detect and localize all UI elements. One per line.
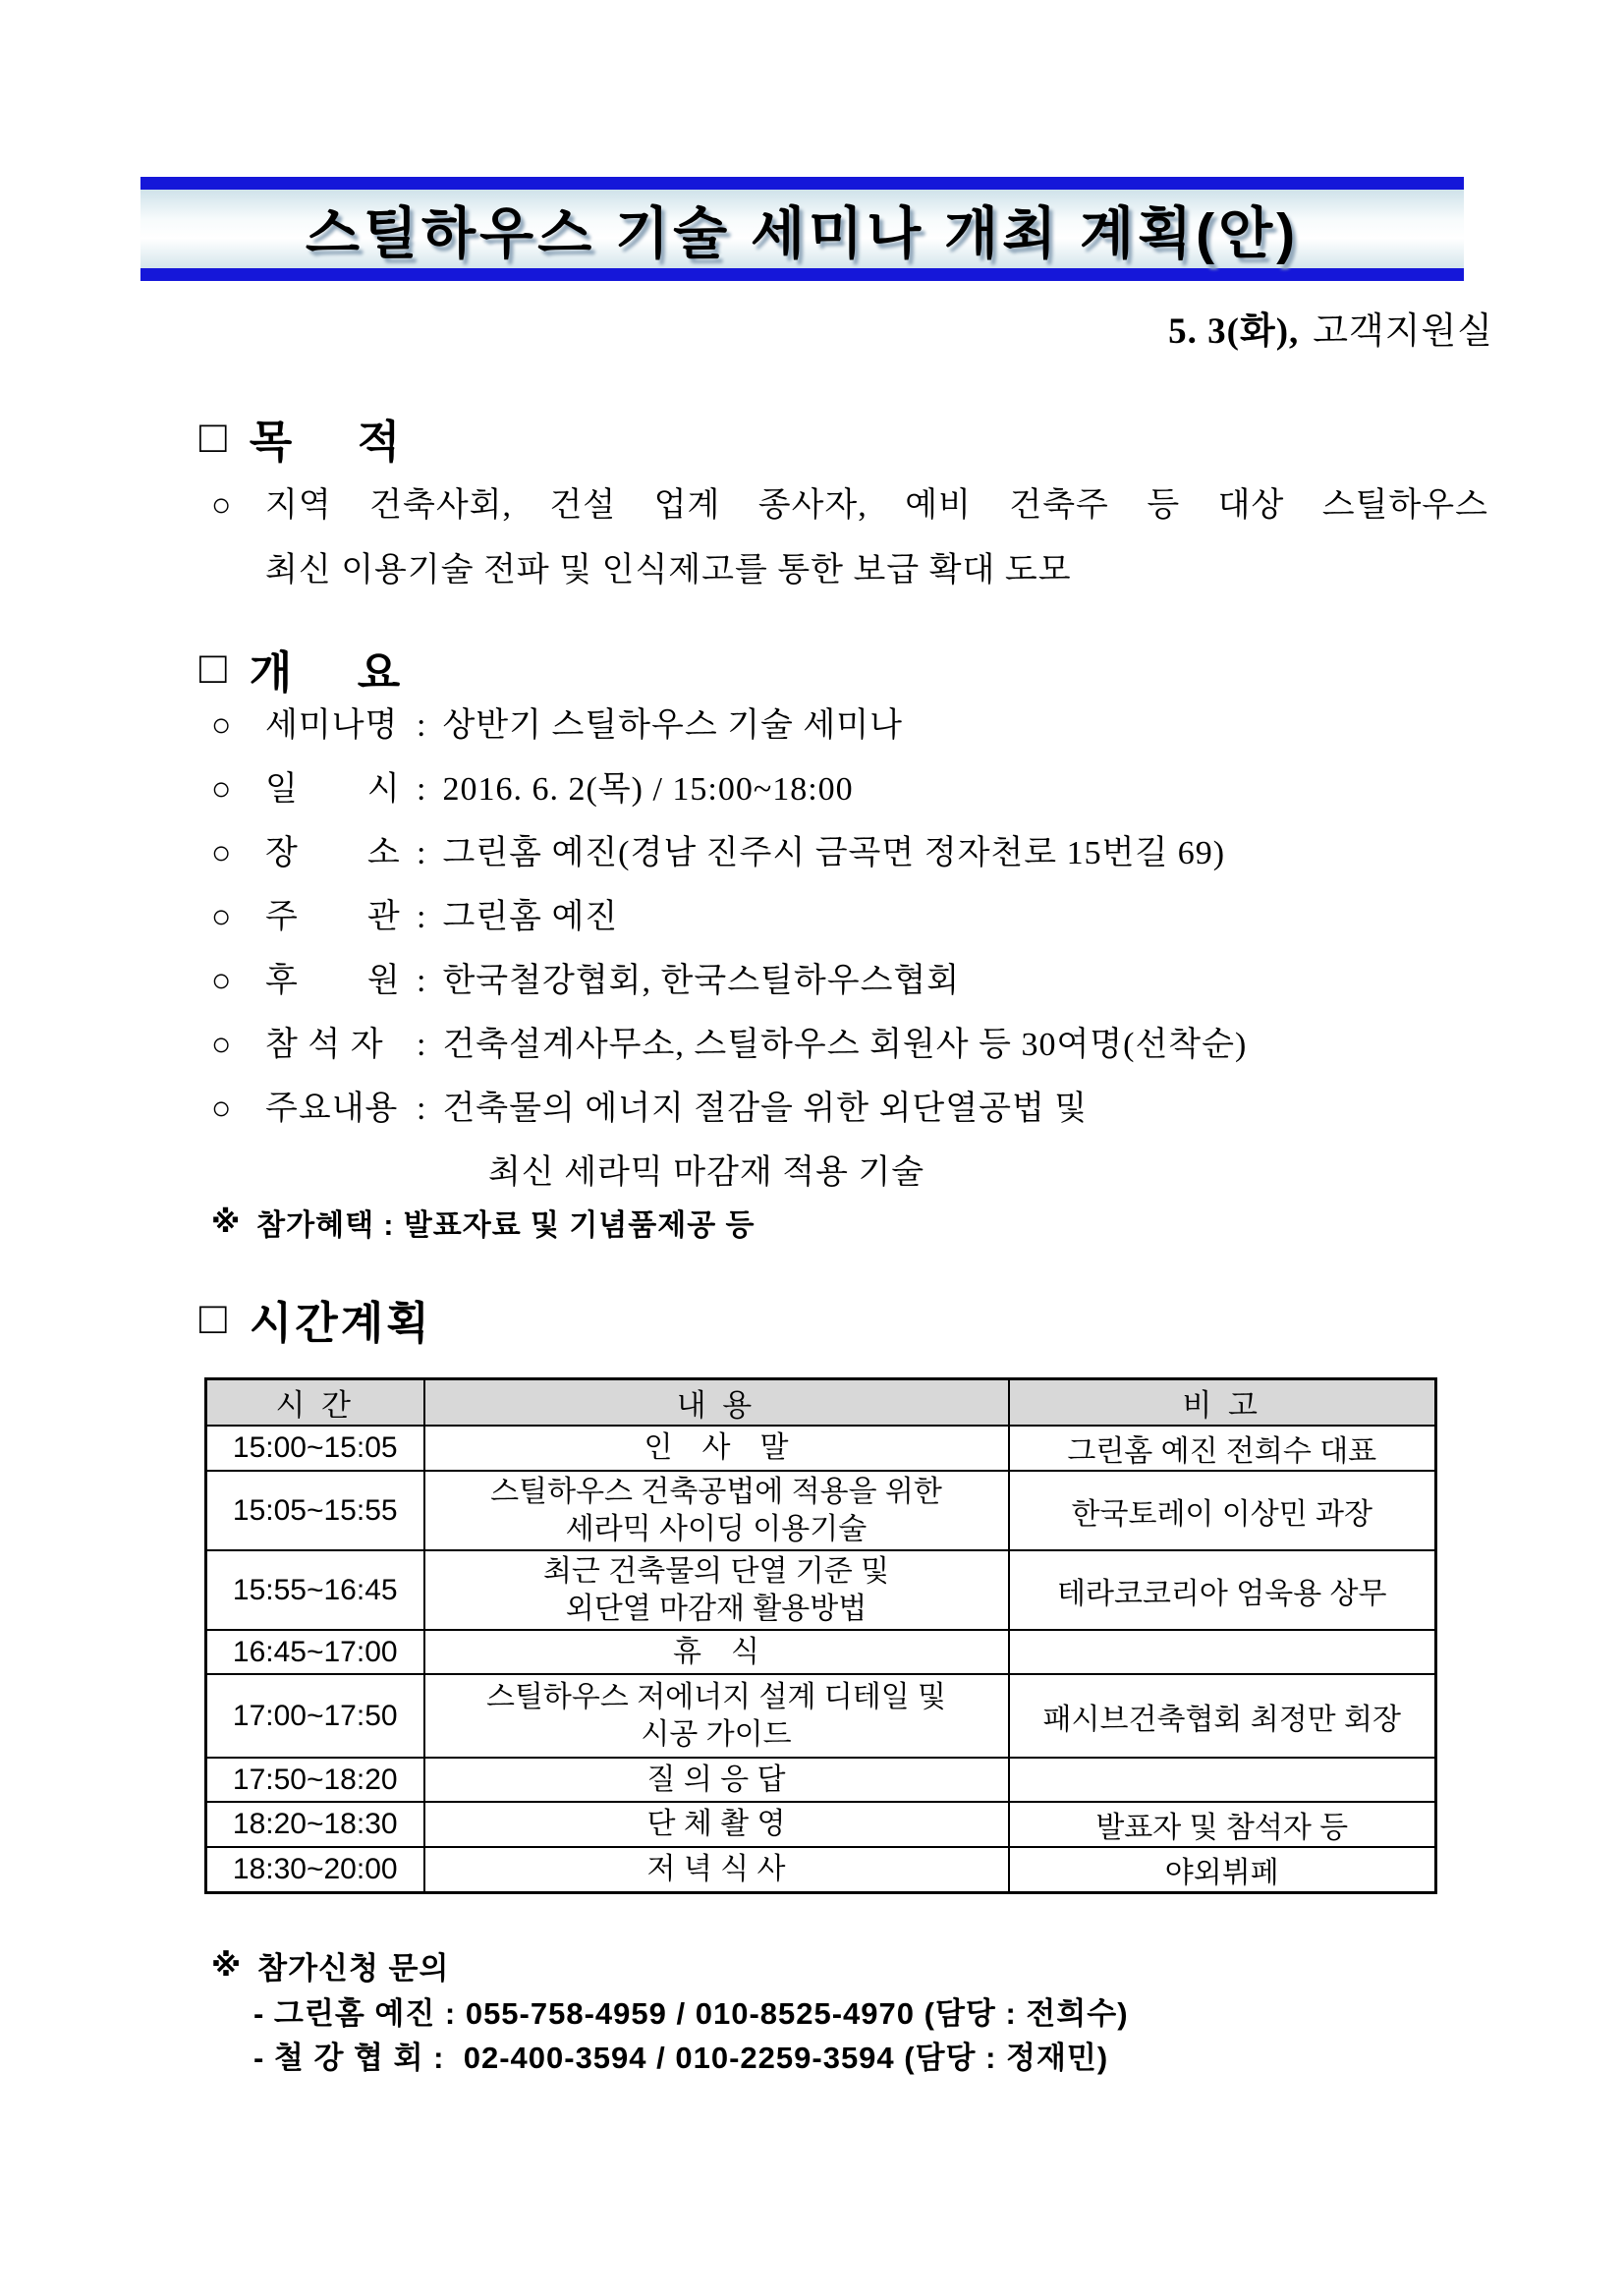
square-marker-icon: □ xyxy=(199,641,230,693)
circle-bullet-icon: ○ xyxy=(211,771,233,808)
cell-remark: 그린홈 예진 전희수 대표 xyxy=(1009,1426,1436,1471)
overview-item-label: 일 시 xyxy=(265,771,401,808)
col-header-time: 시 간 xyxy=(206,1379,424,1427)
overview-item-value: 건축물의 에너지 절감을 위한 외단열공법 및 xyxy=(442,1091,1089,1127)
overview-heading-text: 개 요 xyxy=(249,647,404,698)
overview-item-seminar-name xyxy=(211,703,1503,767)
overview-item-label: 장 소 xyxy=(265,835,401,871)
circle-bullet-icon: ○ xyxy=(211,899,233,935)
cell-remark: 한국토레이 이상민 과장 xyxy=(1009,1471,1436,1550)
cell-remark xyxy=(1009,1630,1436,1674)
purpose-heading xyxy=(199,406,403,470)
overview-item-separator: : xyxy=(417,707,427,744)
circle-bullet-icon: ○ xyxy=(211,835,233,871)
cell-time: 15:55~16:45 xyxy=(206,1550,424,1630)
cell-content: 최근 건축물의 단열 기준 및 외단열 마감재 활용방법 xyxy=(424,1550,1009,1630)
table-row xyxy=(206,1758,1436,1802)
purpose-line-1: 지역 건축사회, 건설 업계 종사자, 예비 건축주 등 대상 스틸하우스 xyxy=(265,487,1488,524)
doc-meta-line xyxy=(1168,301,1493,354)
overview-item-main-content xyxy=(211,1087,1503,1150)
overview-item-separator: : xyxy=(417,1091,427,1127)
overview-heading xyxy=(199,637,403,700)
cell-time: 15:05~15:55 xyxy=(206,1471,424,1550)
cell-time: 17:00~17:50 xyxy=(206,1674,424,1758)
overview-item-label: 후 원 xyxy=(265,963,401,999)
reference-mark-icon: ※ xyxy=(211,1947,243,1983)
table-row xyxy=(206,1426,1436,1471)
overview-item-label: 세미나명 xyxy=(265,707,399,744)
overview-item-label: 참 석 자 xyxy=(265,1027,384,1063)
cell-time: 16:45~17:00 xyxy=(206,1630,424,1674)
cell-content: 질 의 응 답 xyxy=(424,1758,1009,1802)
purpose-body xyxy=(211,474,1488,603)
cell-remark: 야외뷔페 xyxy=(1009,1847,1436,1893)
table-row xyxy=(206,1471,1436,1550)
circle-bullet-icon: ○ xyxy=(211,963,233,999)
overview-item-label: 주요내용 xyxy=(265,1091,399,1127)
table-row xyxy=(206,1674,1436,1758)
inquiry-line-greenhome: - 그린홈 예진 : 055-758-4959 / 010-8525-4970 (담당 : 전희수) xyxy=(253,1996,1129,2031)
table-row xyxy=(206,1550,1436,1630)
cell-time: 17:50~18:20 xyxy=(206,1758,424,1802)
reference-mark-icon: ※ xyxy=(211,1205,242,1239)
schedule-heading xyxy=(199,1287,432,1351)
overview-item-value: 그린홈 예진 xyxy=(442,899,619,935)
overview-item-datetime xyxy=(211,767,1503,831)
circle-bullet-icon: ○ xyxy=(211,1091,233,1127)
overview-item-value-continued: 최신 세라믹 마감재 적용 기술 xyxy=(488,1154,925,1191)
schedule-table xyxy=(204,1377,1437,1894)
cell-content: 인 사 말 xyxy=(424,1426,1009,1471)
table-row xyxy=(206,1630,1436,1674)
overview-item-separator: : xyxy=(417,963,427,999)
inquiry-heading-text: 참가신청 문의 xyxy=(257,1951,450,1986)
circle-bullet-icon: ○ xyxy=(211,487,233,524)
banner-bottom-bar xyxy=(140,268,1464,281)
overview-item-value: 한국철강협회, 한국스틸하우스협회 xyxy=(442,963,961,999)
banner-body xyxy=(140,190,1464,268)
document-title: 스틸하우스 기술 세미나 개최 계획(안) xyxy=(305,202,1300,265)
cell-time: 15:00~15:05 xyxy=(206,1426,424,1471)
purpose-line-2: 최신 이용기술 전파 및 인식제고를 통한 보급 확대 도모 xyxy=(265,552,1072,588)
overview-item-value: 건축설계사무소, 스틸하우스 회원사 등 30여명(선착순) xyxy=(442,1027,1248,1063)
cell-remark: 테라코코리아 엄욱용 상무 xyxy=(1009,1550,1436,1630)
table-row xyxy=(206,1802,1436,1847)
cell-content: 저 녁 식 사 xyxy=(424,1847,1009,1893)
inquiry-heading xyxy=(211,1943,449,1988)
doc-department: 고객지원실 xyxy=(1313,311,1493,352)
overview-list xyxy=(211,703,1503,1211)
cell-time: 18:30~20:00 xyxy=(206,1847,424,1893)
overview-item-separator: : xyxy=(417,835,427,871)
cell-content: 휴 식 xyxy=(424,1630,1009,1674)
overview-item-separator: : xyxy=(417,1027,427,1063)
benefit-note-text: 참가혜택 : 발표자료 및 기념품제공 등 xyxy=(256,1209,756,1242)
cell-time: 18:20~18:30 xyxy=(206,1802,424,1847)
inquiry-line-steel-association: - 철 강 협 회 : 02-400-3594 / 010-2259-3594 (담당 : 정재민) xyxy=(253,2041,1109,2075)
schedule-heading-text: 시간계획 xyxy=(249,1298,432,1348)
cell-content: 단 체 촬 영 xyxy=(424,1802,1009,1847)
table-header-row xyxy=(206,1379,1436,1427)
cell-content: 스틸하우스 저에너지 설계 디테일 및 시공 가이드 xyxy=(424,1674,1009,1758)
overview-item-value: 2016. 6. 2(목) / 15:00~18:00 xyxy=(442,771,854,808)
overview-item-venue xyxy=(211,831,1503,895)
purpose-line-1-row xyxy=(211,474,1488,538)
cell-remark xyxy=(1009,1758,1436,1802)
overview-item-organizer xyxy=(211,895,1503,959)
purpose-heading-text: 목 적 xyxy=(249,417,404,467)
col-header-remark: 비 고 xyxy=(1009,1379,1436,1427)
circle-bullet-icon: ○ xyxy=(211,707,233,744)
circle-bullet-icon: ○ xyxy=(211,1027,233,1063)
col-header-content: 내 용 xyxy=(424,1379,1009,1427)
title-banner xyxy=(140,177,1464,281)
doc-date: 5. 3(화), xyxy=(1168,311,1300,352)
overview-item-sponsor xyxy=(211,959,1503,1023)
cell-remark: 발표자 및 참석자 등 xyxy=(1009,1802,1436,1847)
overview-item-value: 그린홈 예진(경남 진주시 금곡면 정자천로 15번길 69) xyxy=(442,835,1226,871)
benefit-note xyxy=(211,1201,756,1244)
overview-item-label: 주 관 xyxy=(265,899,401,935)
cell-content: 스틸하우스 건축공법에 적용을 위한 세라믹 사이딩 이용기술 xyxy=(424,1471,1009,1550)
overview-item-attendees xyxy=(211,1023,1503,1087)
overview-item-value: 상반기 스틸하우스 기술 세미나 xyxy=(442,707,903,744)
overview-item-separator: : xyxy=(417,899,427,935)
table-row xyxy=(206,1847,1436,1893)
square-marker-icon: □ xyxy=(199,1291,230,1343)
square-marker-icon: □ xyxy=(199,410,230,462)
cell-remark: 패시브건축협회 최정만 회장 xyxy=(1009,1674,1436,1758)
overview-item-separator: : xyxy=(417,771,427,808)
